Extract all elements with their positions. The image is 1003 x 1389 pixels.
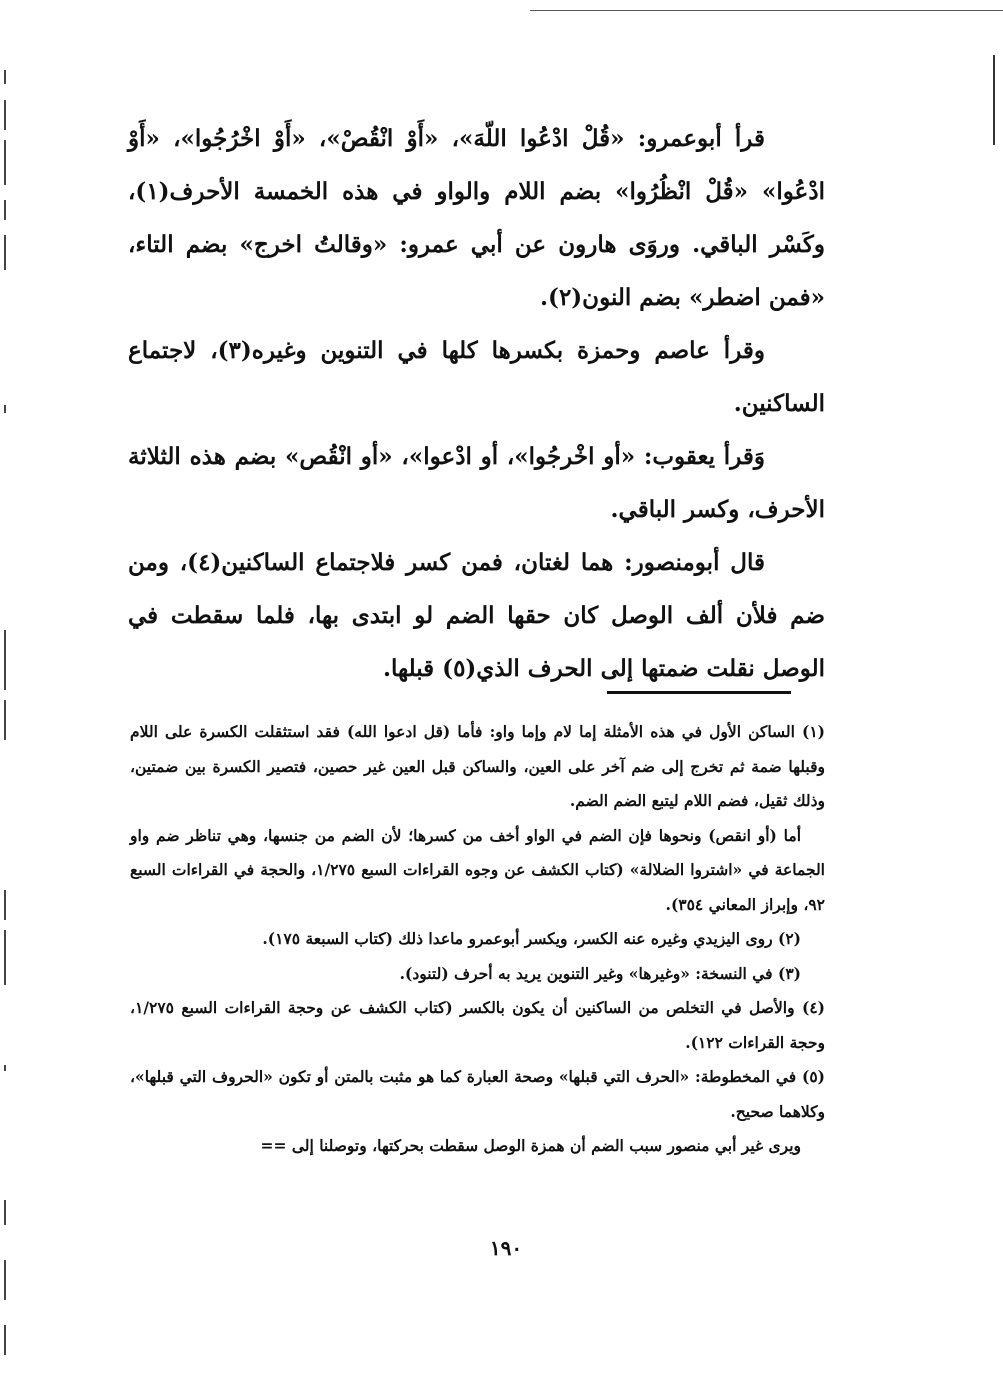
top-rule [530,10,1003,11]
footnote-1: (١) الساكن الأول في هذه الأمثلة إما لام وإما واو: فأما (قل ادعوا الله) فقد استثقلت الكسرة على اللام وقبلها ضمة ثم تخرج إلى ضم آخر على العين، والساكن قبل العين غير حصين، فتصير الكسرة بين ضمتين، وذلك ثقيل، فضم اللام ليتبع الضم الضم. [130,722,825,810]
footnote-continuation: ويرى غير أبي منصور سبب الضم أن همزة الوصل سقطت بحركتها، وتوصلنا إلى == [260,1136,801,1155]
footnote-5: (٥) في المخطوطة: «الحرف التي قبلها» وصحة العبارة كما هو مثبت بالمتن أو تكون «الحروف التي قبلها»، وكلاهما صحيح. [130,1067,825,1121]
paragraph-1: قرأ أبوعمرو: «قُلْ ادْعُوا اللّهَ»، «أَوْ انْقُصْ»، «أَوْ اخْرُجُوا»، «أَوْ ادْعُوا» «قُلْ انْظُرُوا» بضم اللام والواو في هذه الخمسة الأحرف(١)، وكَسْر الباقي. وروَى هارون عن أبي عمرو: «وقالتُ اخرج» بضم التاء، «فمن اضطر» بضم النون(٢). [128,125,825,311]
paragraph-3: وَقرأ يعقوب: «أو اخْرجُوا»، أو ادْعوا»، «أو انْقُص» بضم هذه الثلاثة الأحرف، وكسر الباقي. [128,443,825,523]
footnote-3: (٣) في النسخة: «وغيرها» وغير التنوين يريد به أحرف (لتنود). [399,963,801,983]
paragraph-4: قال أبومنصور: هما لغتان، فمن كسر فلاجتماع الساكنين(٤)، ومن ضم فلأن ألف الوصل كان حقها الضم لو ابتدى بها، فلما سقطت في الوصل نقلت ضمتها إلى الحرف الذي(٥) قبلها. [128,549,825,682]
main-text [128,112,825,695]
page-number: ١٩٠ [489,1236,523,1260]
footnote-separator [607,691,791,694]
footnote-1-continued: أما (أو انقص) ونحوها فإن الضم في الواو أخف من كسرها؛ لأن الضم من جنسها، وهي تناظر ضم واو الجماعة في «اشتروا الضلالة» (كتاب الكشف عن وجوه القراءات السبع ١/٢٧٥، والحجة في القراءات السبع ٩٢، وإبراز المعاني ٣٥٤). [130,825,825,914]
paragraph-2: وقرأ عاصم وحمزة بكسرها كلها في التنوين وغيره(٣)، لاجتماع الساكنين. [128,337,825,417]
scan-edge-mark [993,55,995,145]
footnotes [130,715,825,1164]
footnote-2: (٢) روى اليزيدي وغيره عنه الكسر، ويكسر أبوعمرو ماعدا ذلك (كتاب السبعة ١٧٥). [262,929,801,948]
footnote-4: (٤) والأصل في التخلص من الساكنين أن يكون بالكسر (كتاب الكشف عن وحجة القراءات السبع ١/٢٧٥، وحجة القراءات ١٢٢). [130,998,825,1052]
scan-binding-marks [4,60,6,1380]
